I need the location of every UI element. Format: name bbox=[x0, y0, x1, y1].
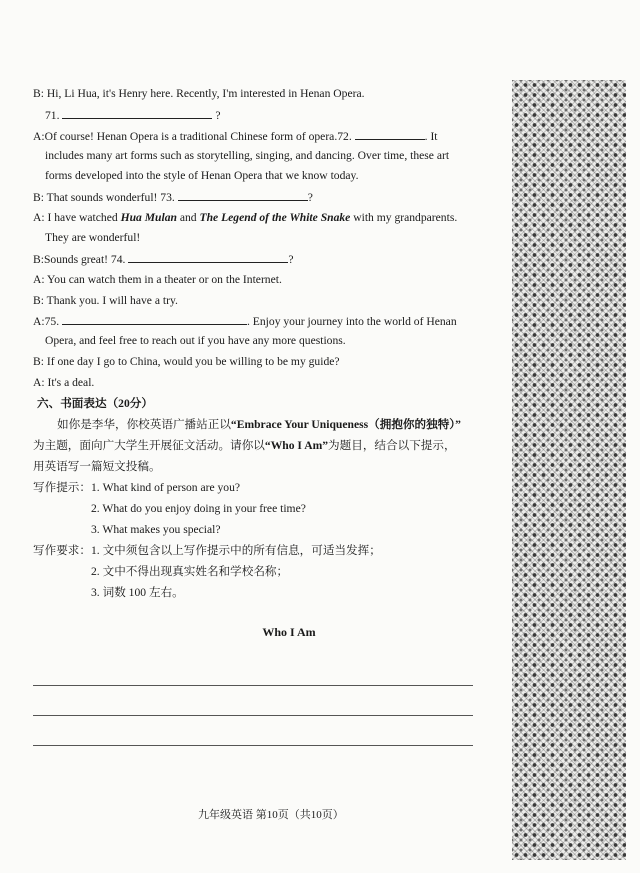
dialogue-line-71 bbox=[45, 107, 220, 124]
prompt-2-text: 为主题，面向广大学生开展征文活动。请你以 bbox=[33, 439, 265, 452]
prompt-line-2 bbox=[33, 438, 456, 454]
line-75-end: . Enjoy your journey into the world of Henan bbox=[247, 315, 457, 328]
line-73-end: ? bbox=[307, 191, 313, 204]
requirements-label: 写作要求： bbox=[33, 544, 91, 557]
tip-3: 3. What makes you special? bbox=[91, 523, 221, 536]
prompt-line-3: 用英语写一篇短文投稿。 bbox=[33, 460, 161, 473]
dialogue-line-1: B: Hi, Li Hua, it's Henry here. Recently, I'm interested in Henan Opera. bbox=[33, 87, 365, 100]
line-7-and: and bbox=[176, 211, 200, 224]
line-74-end: ? bbox=[288, 253, 294, 266]
tip-1: 1. What kind of person are you? bbox=[90, 481, 241, 494]
line-74-text: B:Sounds great! 74. bbox=[33, 253, 126, 266]
dialogue-line-7 bbox=[33, 210, 457, 226]
dialogue-line-4: includes many art forms such as storytelling, singing, and dancing. Over time, these art bbox=[45, 149, 450, 162]
dialogue-line-10: A: You can watch them in a theater or on the Internet. bbox=[33, 273, 282, 286]
section-heading: 六、书面表达（20分） bbox=[37, 397, 153, 410]
answer-blank-71[interactable] bbox=[62, 107, 212, 119]
requirements-line-1 bbox=[33, 543, 381, 559]
line-75-text: A:75. bbox=[33, 315, 60, 328]
line-72-text: A:Of course! Henan Opera is a traditional Chinese form of opera.72. bbox=[33, 130, 352, 143]
page-footer: 九年级英语 第10页（共10页） bbox=[198, 809, 344, 821]
line-72-end: . It bbox=[424, 130, 438, 143]
dialogue-line-14: B: If one day I go to China, would you be willing to be my guide? bbox=[33, 355, 340, 368]
line-73-text: B: That sounds wonderful! 73. bbox=[33, 191, 175, 204]
writing-line-3[interactable] bbox=[33, 745, 473, 746]
writing-line-1[interactable] bbox=[33, 685, 473, 686]
decorative-pattern-strip bbox=[512, 80, 626, 860]
tips-line-1 bbox=[33, 480, 240, 496]
tips-label: 写作提示： bbox=[33, 481, 91, 494]
blank-end-71: ? bbox=[215, 109, 221, 122]
dialogue-line-8: They are wonderful! bbox=[45, 231, 141, 244]
essay-title-ref: “Who I Am” bbox=[264, 439, 329, 452]
opera-title-hua-mulan: Hua Mulan bbox=[120, 211, 177, 224]
answer-blank-73[interactable] bbox=[178, 189, 308, 201]
dialogue-line-5: forms developed into the style of Henan Opera that we know today. bbox=[45, 169, 359, 182]
answer-blank-72[interactable] bbox=[355, 128, 425, 140]
opera-title-white-snake: The Legend of the White Snake bbox=[199, 211, 351, 224]
question-number-71: 71. bbox=[45, 109, 60, 122]
answer-blank-74[interactable] bbox=[128, 251, 288, 263]
prompt-line-1 bbox=[57, 417, 461, 433]
dialogue-line-74 bbox=[33, 251, 293, 268]
tip-2: 2. What do you enjoy doing in your free time? bbox=[91, 502, 306, 515]
theme-translation: （拥抱你的独特）” bbox=[368, 418, 461, 431]
dialogue-line-15: A: It's a deal. bbox=[33, 376, 95, 389]
dialogue-line-13: Opera, and feel free to reach out if you have any more questions. bbox=[45, 334, 346, 347]
prompt-2-end: 为题目，结合以下提示， bbox=[328, 439, 456, 452]
dialogue-line-72 bbox=[33, 128, 438, 145]
dialogue-line-11: B: Thank you. I will have a try. bbox=[33, 294, 178, 307]
essay-title: Who I Am bbox=[262, 625, 316, 639]
dialogue-line-75 bbox=[33, 313, 457, 330]
answer-blank-75[interactable] bbox=[62, 313, 247, 325]
requirement-3: 3. 词数 100 左右。 bbox=[91, 586, 184, 599]
writing-line-2[interactable] bbox=[33, 715, 473, 716]
theme-name: “Embrace Your Uniqueness bbox=[230, 418, 369, 431]
dialogue-line-73 bbox=[33, 189, 313, 206]
requirement-1: 1. 文中须包含以上写作提示中的所有信息，可适当发挥； bbox=[90, 544, 381, 557]
line-7-start: A: I have watched bbox=[33, 211, 121, 224]
prompt-1-text: 如你是李华，你校英语广播站正以 bbox=[57, 418, 231, 431]
requirement-2: 2. 文中不得出现真实姓名和学校名称； bbox=[91, 565, 289, 578]
line-7-end: with my grandparents. bbox=[350, 211, 458, 224]
